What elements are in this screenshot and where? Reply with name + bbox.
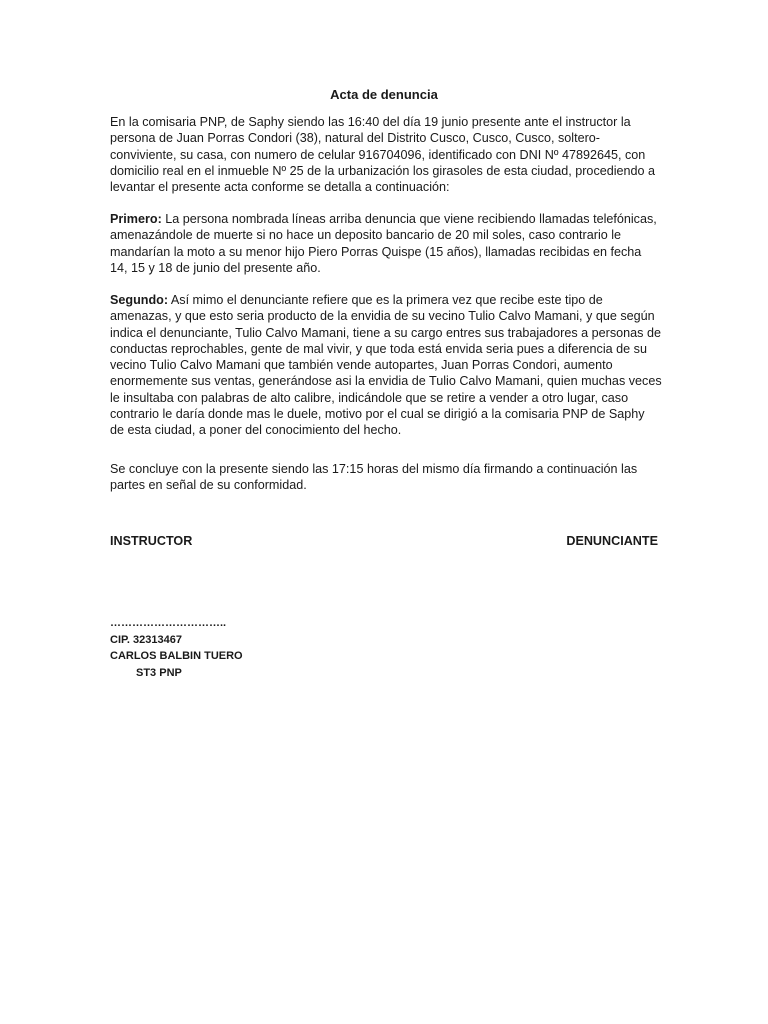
signature-name: CARLOS BALBIN TUERO — [110, 650, 243, 662]
first-paragraph — [110, 211, 662, 276]
second-paragraph-text: Así mimo el denunciante refiere que es la primera vez que recibe este tipo de amenazas, y que esto seria producto de la envidia de su vecino Tulio Calvo Mamani, y que según indica el denunciante, Tulio Calvo Mamani, tiene a su cargo entres sus trabajadores a personas de conductas reprochables, gente de mal vivir, y que toda está envida seria pues a diferencia de su vecino Tulio Calvo Mamani que también vende autopartes, Juan Porras Condori, aumento enormemente sus ventas, generándose asi la envidia de Tulio Calvo Mamani, quien muchas veces le insultaba con palabras de alto calibre, indicándole que se retire a vender a otro lugar, caso contrario le daría donde mas le duele, motivo por el cual se dirigió a la comisaria PNP de Saphy de esta ciudad, a poner del conocimiento del hecho. — [110, 293, 662, 438]
second-paragraph-lead: Segundo: — [110, 293, 169, 307]
signature-rank: ST3 PNP — [136, 666, 182, 679]
instructor-label: INSTRUCTOR — [110, 534, 193, 548]
denunciante-label: DENUNCIANTE — [566, 534, 658, 548]
closing-paragraph: Se concluye con la presente siendo las 17:15 horas del mismo día firmando a continuación las partes en señal de su conformidad. — [110, 462, 638, 493]
intro-paragraph: En la comisaria PNP, de Saphy siendo las 16:40 del día 19 junio presente ante el instructor la persona de Juan Porras Condori (38), natural del Distrito Cusco, Cusco, Cusco, soltero- conviviente, su casa, con numero de celular 916704096, identificado con DNI Nº 47892645, con domicilio real en el inmueble Nº 25 de la urbanización los girasoles de esta ciudad, procediendo a levantar el presente acta conforme se detalla a continuación: — [110, 115, 656, 195]
signature-cip: CIP. 32313467 — [110, 633, 182, 646]
first-paragraph-text: La persona nombrada líneas arriba denuncia que viene recibiendo llamadas telefónicas, amenazándole de muerte si no hace un deposito bancario de 20 mil soles, caso contrario le mandarían la moto a su menor hijo Piero Porras Quispe (15 años), llamadas recibidas en fecha 14, 15 y 18 de junio del presente año. — [110, 212, 657, 275]
signature-line: ………………………….. — [110, 617, 227, 629]
second-paragraph — [110, 292, 662, 439]
first-paragraph-lead: Primero: — [110, 212, 162, 226]
document-title: Acta de denuncia — [330, 87, 438, 102]
instructor-signature-block — [110, 615, 243, 681]
